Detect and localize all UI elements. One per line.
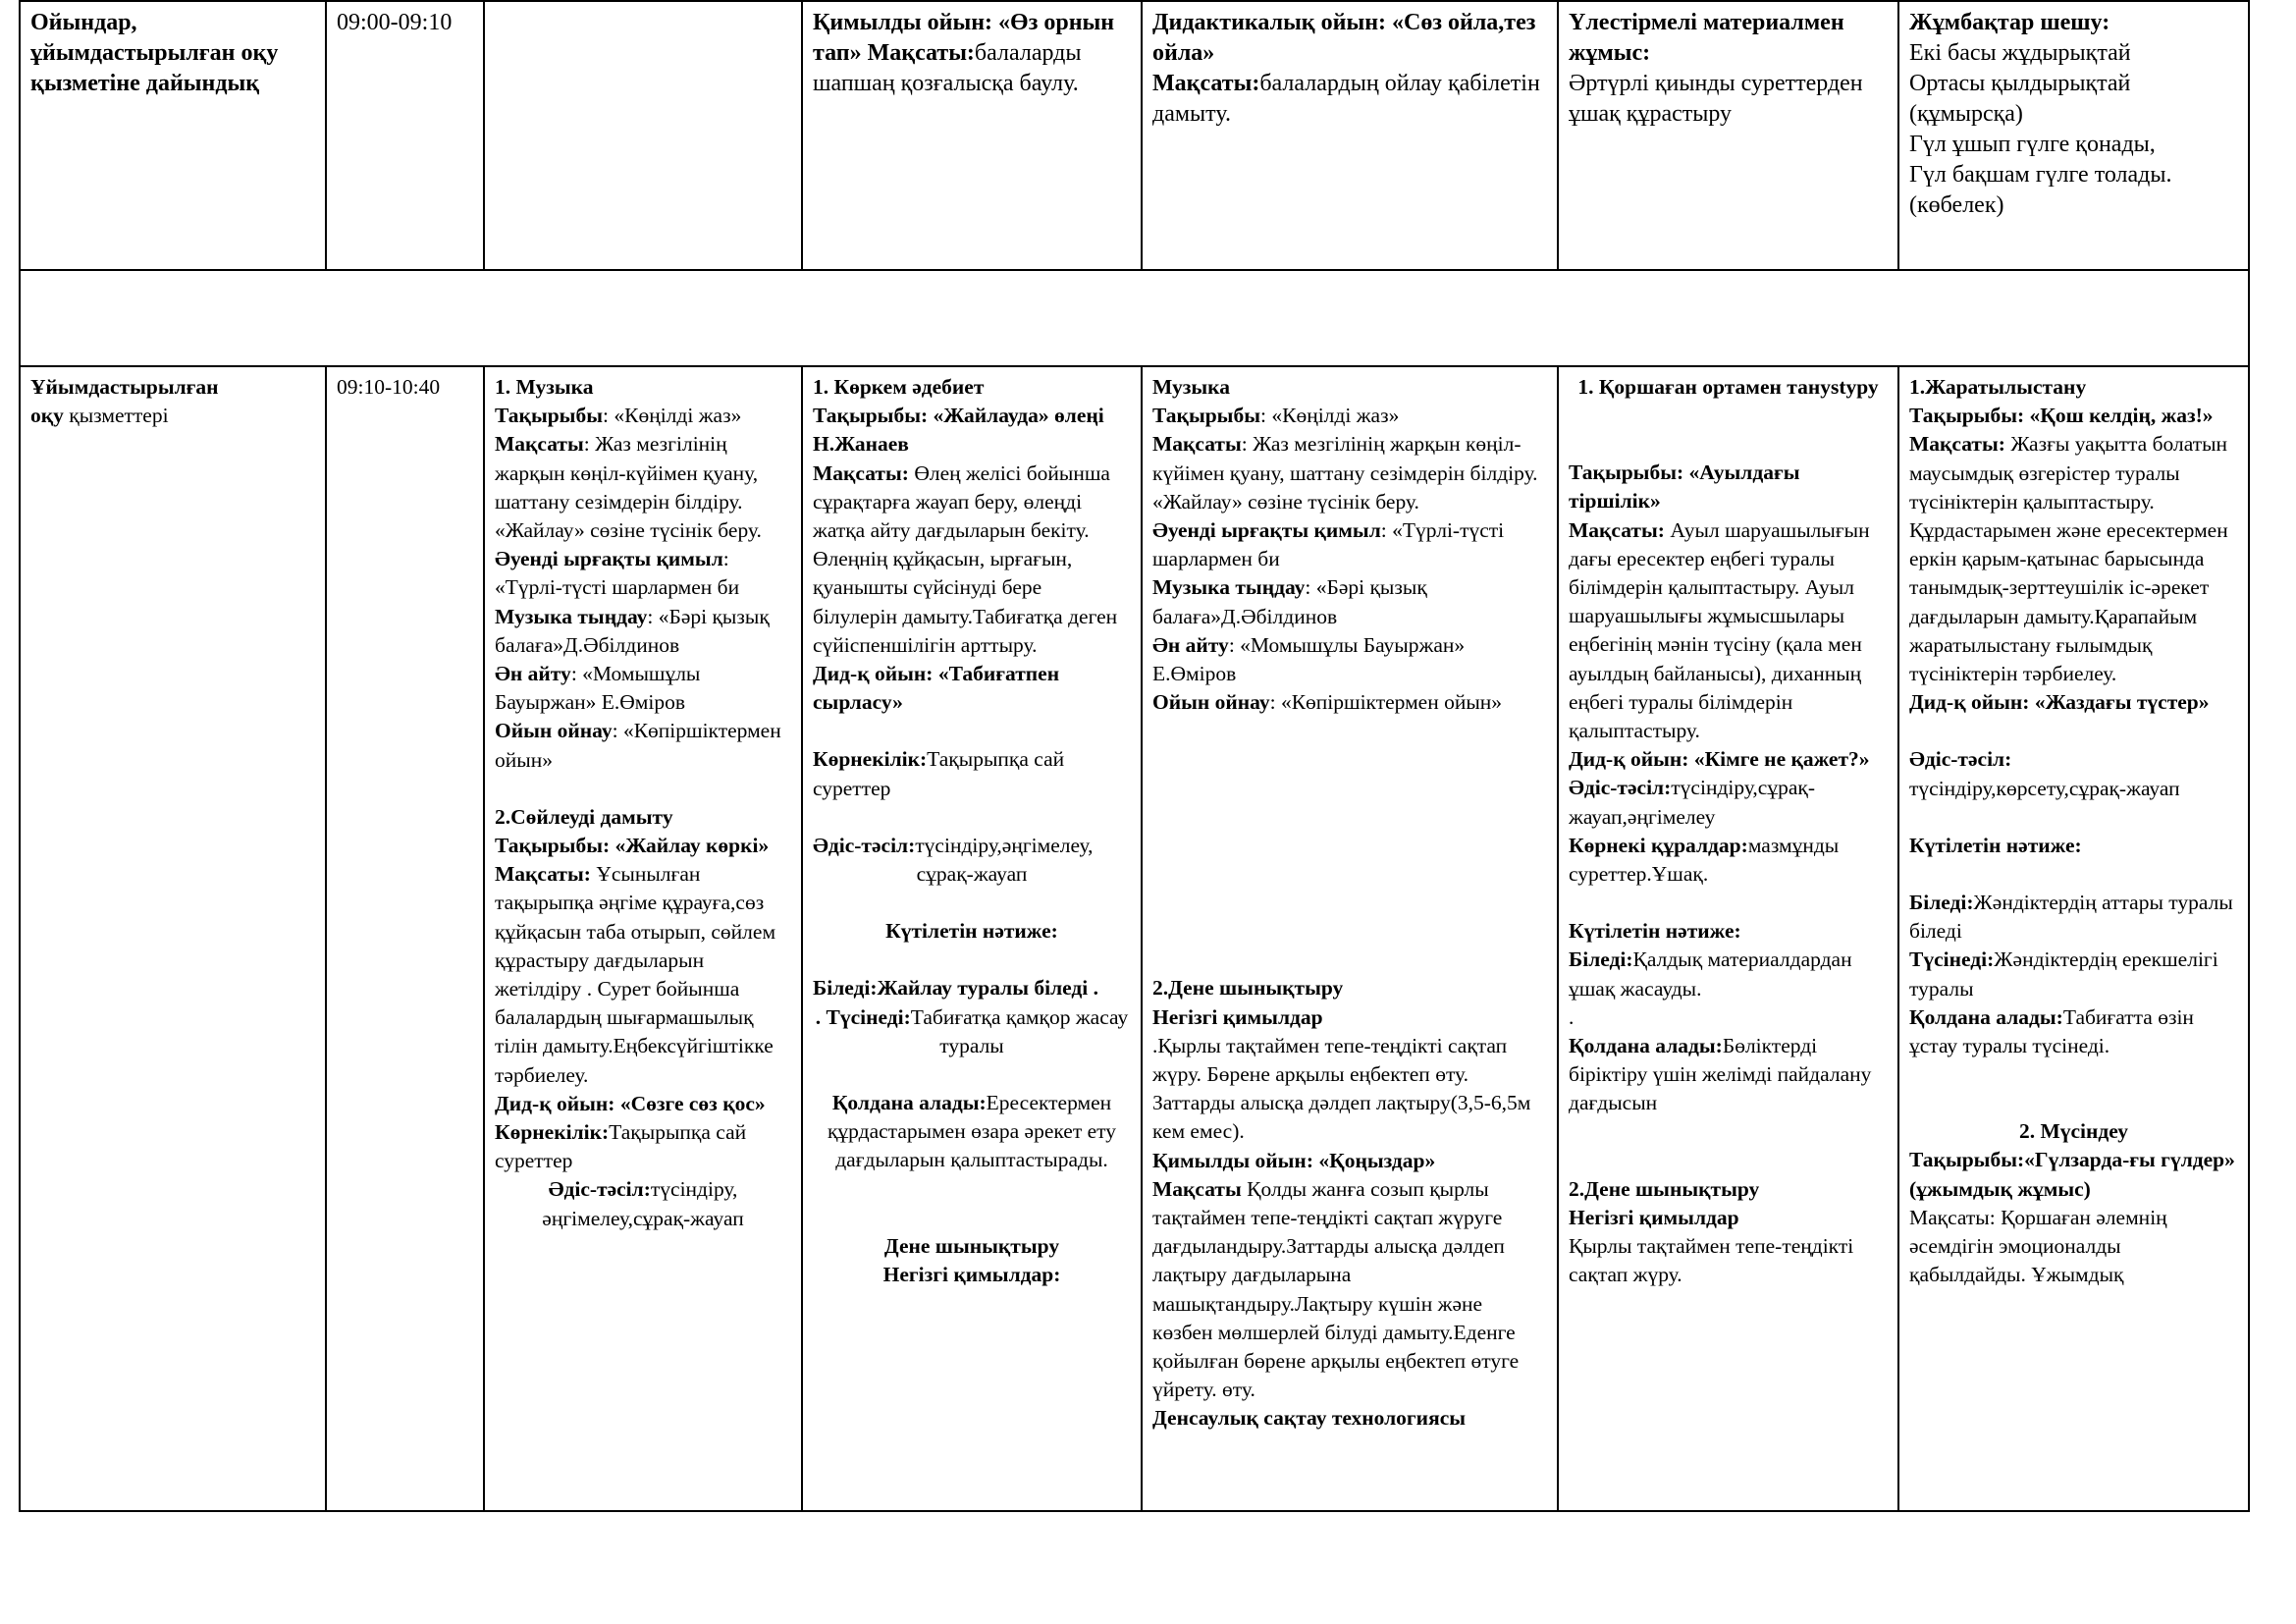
singing-value: : «Момышұлы Бауыржан» Е.Өміров: [495, 662, 701, 715]
row3-title-c: қызметтері: [69, 404, 169, 428]
can-apply-value: Ересектермен құрдастарымен өзара әрекет ету дағдыларын қалыптастырады.: [827, 1091, 1117, 1172]
cell-row1-title: [20, 1, 326, 270]
game-label: Ойын ойнау: [1152, 690, 1270, 715]
can-apply-label: Қолдана алады:: [1569, 1034, 1723, 1058]
row-organized-activities: [20, 366, 2249, 1511]
listening-value: : «Бәрі қызық балаға»Д.Әбілдинов: [495, 604, 770, 657]
riddle-line: Гүл ұшып гүлге қонады,: [1909, 132, 2156, 157]
main-movements-text: .Қырлы тақтаймен тепе-теңдікті сақтап жүру. Бөрене арқылы еңбектеп өту. Заттарды алысқа дәлдеп лақтыру(3,5-6,5м кем емес).: [1152, 1033, 1531, 1144]
environment-heading: 1. Қоршаған ортамен танystyру: [1577, 375, 1879, 399]
expected-result: Күтілетін нәтиже:: [885, 919, 1058, 944]
goal-label: Мақсаты: [1152, 432, 1242, 457]
topic-value: : «Көңілді жаз»: [603, 404, 742, 428]
can-apply-value: Бөліктерді біріктіру үшін желімді пайдалану дағдысын: [1569, 1034, 1872, 1115]
riddle-line: (құмырсқа): [1909, 101, 2023, 127]
cell-row1-monday: [484, 1, 802, 270]
can-apply-label: Қолдана алады:: [1909, 1004, 2063, 1029]
visual-value: Тақырыпқа сай суреттер: [813, 747, 1065, 800]
pe-heading: 2.Дене шынықтыру: [1569, 1176, 1760, 1201]
method-label: Әдіс-тәсіл:: [1569, 776, 1672, 800]
music-heading: Музыка: [1152, 375, 1230, 399]
method-value-2: сұрақ-жауап: [916, 862, 1028, 887]
dot: .: [1569, 1004, 1575, 1029]
method-value: түсіндіру,көрсету,сұрақ-жауап: [1909, 776, 2180, 800]
did-game: Дид-қ ойын: «Кімге не қажет?»: [1569, 747, 1870, 772]
main-movements: Негізгі қимылдар: [1569, 1205, 1739, 1229]
row1-c5-goal-label: Мақсаты:: [1152, 71, 1260, 96]
row1-c6-title: Үлестірмелі материалмен жұмыс:: [1569, 10, 1844, 66]
health-tech: Денсаулық сақтау технологиясы: [1152, 1406, 1467, 1431]
env-goal-label: Мақсаты:: [1569, 517, 1665, 542]
cell-row3-time: [326, 366, 484, 1511]
singing-value: : «Момышұлы Бауыржан» Е.Өміров: [1152, 632, 1466, 686]
daily-plan-table: [19, 0, 2250, 1512]
music-heading: 1. Музыка: [495, 375, 594, 399]
goal-label: Мақсаты: [495, 432, 584, 457]
understands-value: Табиғатқа қамқор жасау туралы: [910, 1004, 1129, 1057]
understands-value: Жәндіктердің ерекшелігі туралы: [1909, 947, 2218, 1001]
did-game: Дид-қ ойын: «Жаздағы түстер»: [1909, 690, 2210, 715]
did-game: Дид-қ ойын: «Сөзге сөз қос»: [495, 1091, 766, 1115]
riddle-line: Гүл бақшам гүлге толады.: [1909, 162, 2172, 188]
game-value: : «Көпіршіктермен ойын»: [495, 719, 781, 772]
expected-result: Күтілетін нәтиже:: [1569, 919, 1741, 944]
modeling-heading: 2. Мүсіндеу: [2018, 1119, 2129, 1144]
row3-time: 09:10-10:40: [337, 375, 441, 399]
speech-topic: Тақырыбы: «Жайлау көркі»: [495, 834, 770, 858]
riddle-line: Ортасы қылдырықтай: [1909, 71, 2131, 96]
group-work: (ұжымдық жұмыс): [1909, 1176, 2091, 1201]
empty-merged-cell: [20, 270, 2249, 366]
understands-label: Түсінеді:: [1909, 947, 1995, 972]
method-label: Әдіс-тәсіл:: [813, 833, 916, 857]
knows-label: Біледі:: [1569, 947, 1633, 972]
visual-label: Көрнекілік:: [813, 747, 928, 772]
listening-value: : «Бәрі қызық балаға»Д.Әбілдинов: [1152, 575, 1427, 628]
can-apply-label: Қолдана алады:: [831, 1091, 987, 1115]
listening-label: Музыка тыңдау: [1152, 575, 1306, 600]
env-goal: Ауыл шаруашылығын дағы ересектер еңбегі туралы білімдерін қалыптастыру. Ауыл шаруашылығы жұмысшылары еңбегінің мәнін түсіну (қала мен ауылдың байланысы), диханның еңбегі туралы білімдерін қалыптастыру.: [1569, 517, 1870, 743]
rhythm-label: Әуенді ырғақты қимыл: [495, 547, 723, 571]
cell-row1-thursday: [1558, 1, 1898, 270]
riddle-line: Екі басы жұдырықтай: [1909, 40, 2131, 66]
literature-goal: Өлең желісі бойынша сұрақтарға жауап беру, өлеңді жатқа айту дағдыларын бекіту. Өлеңнің құйқасын, ырғағын, қуанышты сүйсінуді бере білулерін дамыту.Табиғатқа деген сүйіспеншілігін арттыру.: [813, 460, 1118, 657]
understands-label: . Түсінеді:: [815, 1004, 911, 1029]
row1-c6-text: Әртүрлі қиынды суреттерден ұшақ құрастыру: [1569, 71, 1863, 127]
row1-c5-goal: балалардың ойлау қабілетін дамыту.: [1152, 71, 1540, 127]
row-games-preparation: [20, 1, 2249, 270]
goal-value: : Жаз мезгілінің жарқын көңіл-күйімен қуану, шаттану сезімдерін білдіру. «Жайлау» сөзіне түсінік беру.: [495, 432, 762, 543]
riddle-line: (көбелек): [1909, 192, 2004, 218]
singing-label: Ән айту: [495, 662, 571, 686]
row1-c4-title: Қимылды ойын: «Өз орнын тап»: [813, 10, 1115, 66]
method-label: Әдіс-тәсіл:: [1909, 747, 2012, 772]
cell-row1-friday: [1898, 1, 2249, 270]
singing-label: Ән айту: [1152, 632, 1229, 657]
did-game: Дид-қ ойын: «Табиғатпен сырласу»: [813, 662, 1060, 715]
listening-label: Музыка тыңдау: [495, 604, 648, 628]
can-apply-value: Табиғатта өзін ұстау туралы түсінеді.: [1909, 1004, 2194, 1058]
row1-c4-goal-label: Мақсаты:: [867, 40, 975, 66]
pe-heading: Дене шынықтыру: [883, 1233, 1060, 1258]
literature-goal-label: Мақсаты:: [813, 460, 909, 485]
method-label: Әдіс-тәсіл:: [548, 1177, 651, 1202]
main-movements-text: Қырлы тақтаймен тепе-теңдікті сақтап жүру.: [1569, 1234, 1854, 1287]
nature-topic: Тақырыбы: «Қош келдің, жаз!»: [1909, 404, 2214, 428]
cell-row1-wednesday: [1142, 1, 1558, 270]
speech-heading: 2.Сөйлеуді дамыту: [495, 804, 673, 829]
nature-goal-label: Мақсаты:: [1909, 432, 2005, 457]
pe-heading: 2.Дене шынықтыру: [1152, 976, 1344, 1001]
cell-row1-tuesday: [802, 1, 1142, 270]
nature-heading: 1.Жаратылыстану: [1909, 375, 2087, 399]
speech-goal-label: Мақсаты:: [495, 862, 591, 887]
nature-goal: Жазғы уақытта болатын маусымдық өзгерістер туралы түсініктерін қалыптастыру. Құрдастарымен және ересектермен еркін қарым-қатынас барысында танымдық-зерттеушілік іс-әрекет дағдыларын дамыту.Қарапайым жаратылыстану ғылымдық түсініктерін тәрбиелеу.: [1909, 432, 2228, 686]
active-game: Қимылды ойын: «Қоңыздар»: [1152, 1148, 1436, 1172]
method-value: түсіндіру, әңгімелеу,сұрақ-жауап: [542, 1177, 744, 1230]
row1-c5-title: Дидактикалық ойын: «Сөз ойла,тез ойла»: [1152, 10, 1536, 66]
game-label: Ойын ойнау: [495, 719, 613, 743]
main-movements: Негізгі қимылдар:: [882, 1262, 1061, 1286]
topic-value: : «Көңілді жаз»: [1260, 404, 1400, 428]
goal-value-2: Қолды жанға созып қырлы тақтаймен тепе-теңдікті сақтап жүруге дағдыландыру.Заттарды алысқа дәлдеп лақтыру дағдыларына машықтандыру.Лақтыру күшін және көзбен мөлшерлей білуді дамыту.Еденге қойылған бөрене арқылы еңбектеп өтуге үйрету. өту.: [1152, 1176, 1520, 1402]
row3-title-b: оқу: [30, 404, 64, 428]
goal-value: : Жаз мезгілінің жарқын көңіл-күйімен қуану, шаттану сезімдерін білдіру. «Жайлау» сөзіне түсінік беру.: [1152, 432, 1538, 514]
visual-label: Көрнекі құралдар:: [1569, 833, 1748, 857]
topic-label: Тақырыбы: [1152, 404, 1261, 428]
cell-row3-wednesday: [1142, 366, 1558, 1511]
rhythm-value: : «Түрлі-түсті шарлармен би: [1152, 518, 1505, 571]
knows: Біледі:Жайлау туралы біледі .: [813, 976, 1099, 1001]
literature-topic: Тақырыбы: «Жайлауда» өлеңі Н.Жанаев: [813, 404, 1104, 457]
row1-c7-title: Жұмбақтар шешу:: [1909, 10, 2110, 35]
expected-result: Күтілетін нәтиже:: [1909, 833, 2082, 857]
rhythm-value: : «Түрлі-түсті шарлармен би: [495, 547, 740, 600]
knows-label: Біледі:: [1909, 891, 1974, 915]
speech-goal: Ұсынылған тақырыпқа әңгіме құрауға,сөз құйқасын таба отырып, сөйлем құрастыру дағдыларын жетілдіру . Сурет бойынша балалардың шығармашылық тілін дамыту.Еңбексүйгіштікке тәрбиелеу.: [495, 862, 776, 1087]
modeling-goal: Мақсаты: Қоршаған әлемнің әсемдігін эмоционалды қабылдайды. Ұжымдық: [1909, 1205, 2167, 1287]
topic-label: Тақырыбы: [495, 404, 604, 428]
row-empty: [20, 270, 2249, 366]
visual-value: Тақырыпқа сай суреттер: [495, 1120, 747, 1173]
visual-value: мазмұнды суреттер.Ұшақ.: [1569, 833, 1840, 887]
row1-time: 09:00-09:10: [337, 10, 453, 35]
cell-row3-friday: [1898, 366, 2249, 1511]
method-value: түсіндіру,әңгімелеу,: [915, 833, 1094, 857]
modeling-topic: Тақырыбы:«Гүлзарда-ғы гүлдер»: [1909, 1148, 2235, 1172]
game-value: : «Көпіршіктермен ойын»: [1269, 690, 1503, 715]
row3-title-a: Ұйымдастырылған: [30, 375, 219, 399]
cell-row3-monday: [484, 366, 802, 1511]
row1-title: Ойындар, ұйымдастырылған оқу қызметіне дайындық: [30, 10, 279, 96]
cell-row3-thursday: [1558, 366, 1898, 1511]
visual-label: Көрнекілік:: [495, 1120, 610, 1145]
goal-label-2: Мақсаты: [1152, 1176, 1242, 1201]
cell-row3-title: [20, 366, 326, 1511]
rhythm-label: Әуенді ырғақты қимыл: [1152, 518, 1381, 543]
knows-value: Жәндіктердің аттары туралы біледі: [1909, 891, 2233, 944]
cell-row1-time: [326, 1, 484, 270]
cell-row3-tuesday: [802, 366, 1142, 1511]
env-topic: Тақырыбы: «Ауылдағы тіршілік»: [1569, 460, 1800, 514]
method-value: түсіндіру,сұрақ-жауап,әңгімелеу: [1569, 776, 1815, 829]
knows-value: Қалдық материалдардан ұшақ жасауды.: [1569, 947, 1852, 1001]
main-movements: Негізгі қимылдар: [1152, 1004, 1323, 1029]
literature-heading: 1. Көркем әдебиет: [813, 375, 985, 399]
row1-c4-goal: балаларды шапшаң қозғалысқа баулу.: [813, 40, 1082, 96]
